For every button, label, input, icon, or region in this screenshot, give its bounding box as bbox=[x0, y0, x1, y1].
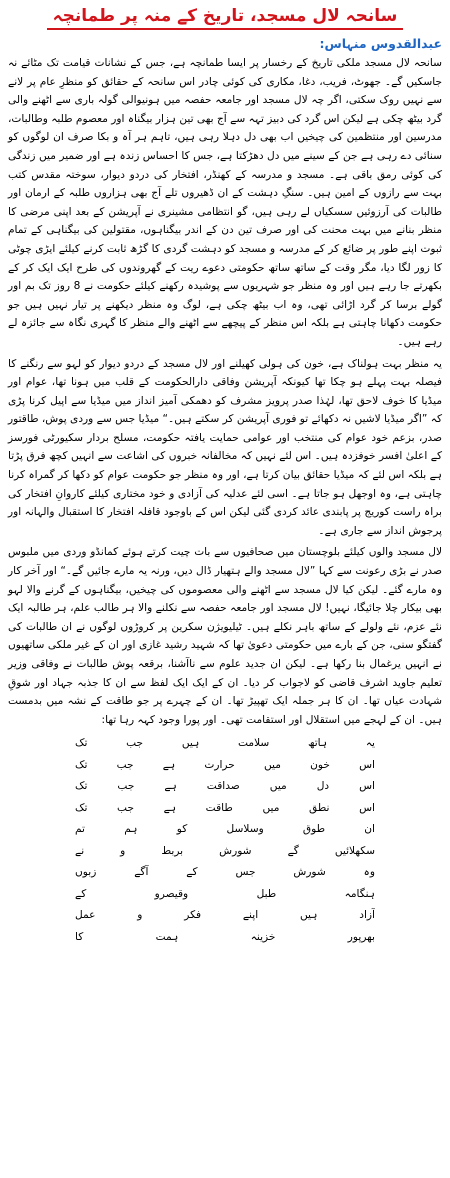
article-title: سانحہ لال مسجد، تاریخ کے منہ پر طمانچہ bbox=[47, 6, 404, 30]
poem-line-7: وہ شورش جس کے آگے زبوں bbox=[75, 866, 375, 879]
poem-line-6: سکھلائیں گے شورش بربط و نے bbox=[75, 844, 375, 857]
author-name: عبدالقدوس منہاس: bbox=[319, 36, 442, 51]
paragraph-1: سانحہ لال مسجد ملکی تاریخ کے رخسار پر ایسا طمانچہ ہے، جس کے نشانات قیامت تک مٹائے نہ جاسکیں گے۔ جھوٹ، فریب، دغا، مکاری کی کوئی چادر اس سانحہ کے حقائق کو منظرِ عام پر لانے سے نہیں روک سکتی، اگر چہ لال مسجد اور جامعہ حفصہ میں ہونیوالی گولہ باری سے اٹھنے والی گرد بیٹھ چکی ہے لیکن اس گرد کی دبیز تہہ سے آج بھی تین ہزار بیگناہ اور معصوم طلبہ وطالبات، مدرسین اور منتظمین کی چیخیں اب بھی دل دہلا رہی ہیں، تاہم ہر آہ و بکا صرف ان لوگوں کو سنائی دے رہی ہے جن کے سینے میں دل دھڑکتا ہے، جس کا احساس زندہ ہے اور ضمیر میں زندگی کی کوئی رمق باقی ہے۔ مسجد و مدرسہ کے کھنڈر، افتخار کی دردو دیوار، سوختہ مقدس کتب بہت سے رازوں کے امین ہیں۔ سنگِ دہشت کے ان ڈھیروں تلے آج بھی ہزاروں طلبہ کے ارمان اور طالبات کی آرزوئیں سسکیاں لے رہی ہیں، گو انتظامی مشینری نے آپریشن کے بعد اپنی مرضی کا منظر بنانے میں بہت محنت کی اور صرف تین دن کے اندر بیگناہوں، مقتولین کی بیگناہی کے تمام ثبوت اپنے طور پر ضائع کر کے مدرسہ و مسجد کو دہشت گردی کا گڑھ ثابت کرنے کیلئے ایڑی چوٹی کا زور لگا دیا، مگر وقت کے ساتھ ساتھ حکومتی دعوے ریت کے گھروندوں کی طرح ایک ایک کر کے بکھرتے جا رہے ہیں اور وہ منظر جو شہریوں سے پوشیدہ رکھنے کیلئے حکومت نے 8 روز تک بم اور گولے برسا کر گرد اڑائی تھی، وہ اب بیٹھ چکی ہے، لوگ وہ منظر دیکھنے پر تیار نہیں ہیں جو حکومت دکھانا چاہتی ہے بلکہ اس منظر کے پیچھے سے اٹھنے والے منظر کا گہری نگاہ سے جائزہ لے رہے ہیں۔ bbox=[8, 57, 443, 348]
paragraph-2: یہ منظر بہت ہولناک ہے، خون کی ہولی کھیلنے اور لال مسجد کے دردو دیوار کو لہو سے رنگنے کا فیصلہ بہت پہلے ہو چکا تھا کیونکہ آپریشن وفاقی دارالحکومت کے قلب میں ہونا تھا، عوام اور میڈیا کا خوف لاحق تھا، لہٰذا صدر پرویز مشرف کو دھمکی آمیز انداز میں میڈیا سے اپیل کرنا پڑی کہ ”اگر میڈیا لاشیں نہ دکھائے تو فوری آپریشن کر سکتے ہیں۔“ میڈیا جس سے وردی پوش، طاقتور صدر، بزعم خود عوام کی منتخب اور عوامی حمایت یافتہ حکومت، مسلح بردار سکیورٹی فورسز کے اعلیٰ افسر خوفزدہ ہیں۔ اس لئے نہیں کہ مخالفانہ خبروں کی اشاعت سے انہیں کچھ فرق پڑتا ہے بلکہ اس لئے کہ میڈیا حقائق بیان کرتا ہے، اور وہ منظر جو حکومت عوام کو دکھا کر گمراہ کرنا چاہتی ہے، وہ اوجھل ہو جاتا ہے۔ اسی لئے عدلیہ کی آزادی و خود مختاری کیلئے کاروانِ افتخار کی براہ راست کوریج پر پابندی عائد کردی گئی لیکن اس کے باوجود قافلہ افتخار کا استقبال والہانہ اور پرجوش انداز سے جاری ہے۔ bbox=[8, 357, 442, 537]
poem-line-4: اس نطق میں طاقت ہے جب تک bbox=[75, 801, 375, 814]
poem-line-2: اس خون میں حرارت ہے جب تک bbox=[75, 758, 375, 771]
poem-block bbox=[75, 733, 375, 948]
poem-line-9: آزاد ہیں اپنے فکر و عمل bbox=[75, 909, 375, 922]
title-container bbox=[8, 6, 442, 30]
poem-line-10: بھرپور خزینہ ہمت کا bbox=[75, 930, 375, 943]
paragraph-3: لال مسجد والوں کیلئے بلوچستان میں صحافیوں سے بات چیت کرتے ہوئے کمانڈو وردی میں ملبوس صدر نے بڑی رعونت سے کہا ”لال مسجد والے ہتھیار ڈال دیں، ورنہ یہ مارے جائیں گے۔“ اور آخر کار وہ مارے گئے۔ لیکن کیا لال مسجد سے اٹھنے والی معصوموں کی چیخیں، بیگناہوں کے گرنے والا لہو بھی بیکار چلا جائیگا، نہیں! لال مسجد اور جامعہ حفصہ سے نکلنے والا ہر طالب علم، ہر طالبہ ایک نئے عزم، نئے ولولے کے ساتھ باہر نکلے ہیں۔ ٹیلیویژن سکرین پر کروڑوں لوگوں نے ان طالبات کی گفتگو سنی، جن کے بارے میں حکومتی دعویٰ تھا کہ شہید رشید غازی اور ان کے غیر ملکی ساتھیوں نے انہیں یرغمال بنا رکھا ہے۔ لیکن ان جدید علوم سے ناآشنا، برقعہ پوش طالبات نے وفاقی وزیر تعلیم جاوید اشرف قاضی کو لاجواب کر دیا۔ ان کے ایک ایک لفظ سے ان کا جذبہ جہاد اور شوقِ شہادت عیاں تھا۔ ان کا ہر جملہ ایک تھپیڑ تھا۔ ان کے چہرے پر جو طاقت کے نشہ میں بدمست ہیں۔ ان کے لہجے میں استقلال اور استقامت تھی۔ اور پورا وجود کہہ رہا تھا: bbox=[8, 546, 442, 726]
poem-line-1: یہ ہاتھ سلامت ہیں جب تک bbox=[75, 737, 375, 750]
poem-line-3: اس دل میں صداقت ہے جب تک bbox=[75, 780, 375, 793]
poem-line-8: ہنگامہ طبل وقیصرو کے bbox=[75, 887, 375, 900]
poem-line-5: ان طوق وسلاسل کو ہم تم bbox=[75, 823, 375, 836]
